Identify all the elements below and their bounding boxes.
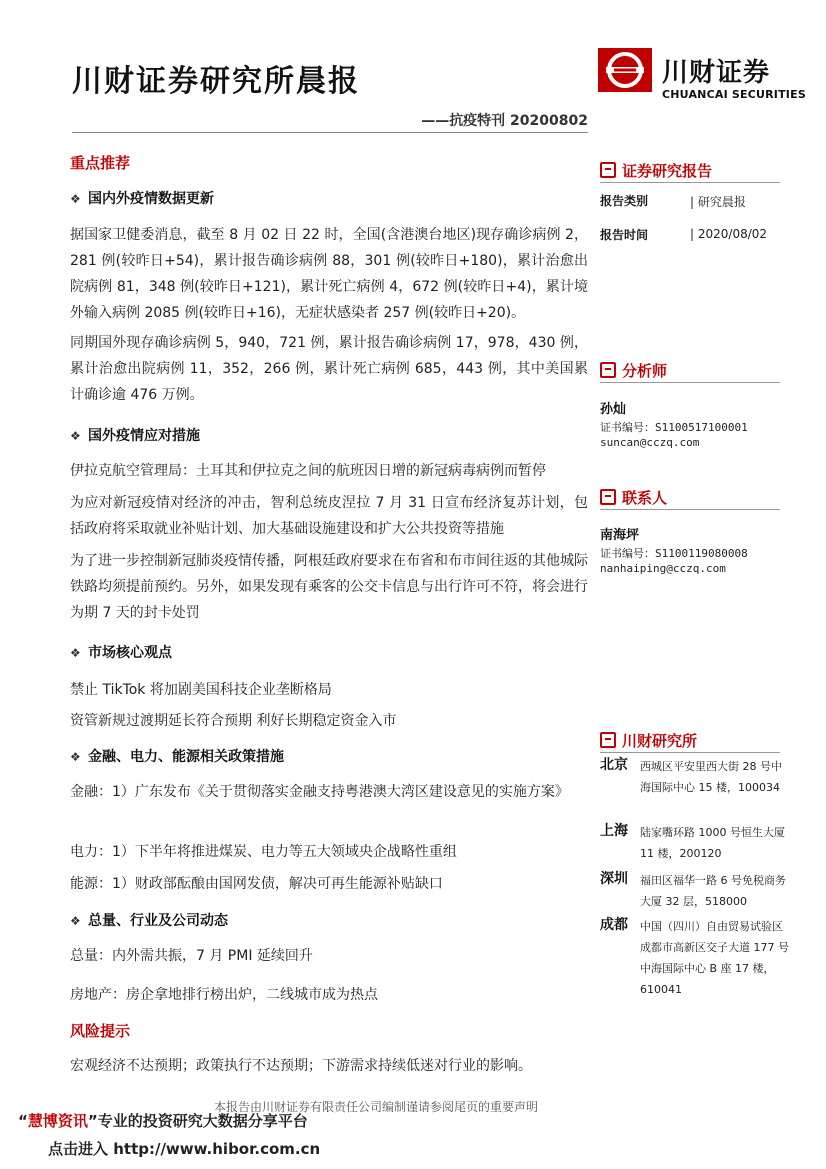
paragraph-macro: 总量：内外需共振，7 月 PMI 延续回升 (70, 948, 313, 964)
office-city-beijing: 北京 (600, 757, 628, 773)
sidebar-heading-institute: 川财研究所 (600, 730, 697, 751)
office-city-shenzhen: 深圳 (600, 871, 628, 887)
report-time-label: 报告时间 (600, 228, 649, 242)
logo-text-en: CHUANCAI SECURITIES (662, 88, 806, 101)
paragraph-power: 电力：1）下半年将推进煤炭、电力等五大领域央企战略性重组 (70, 844, 457, 860)
paragraph-real-estate: 房地产：房企拿地排行榜出炉，二线城市成为热点 (70, 987, 378, 1003)
footer-disclaimer: 本报告由川财证券有限责任公司编制谨请参阅尾页的重要声明 (214, 1100, 539, 1114)
section-heading-policy: ❖ 金融、电力、能源相关政策措施 (70, 749, 284, 765)
sidebar-heading-contact: 联系人 (600, 487, 667, 508)
diamond-bullet-icon: ❖ (70, 646, 81, 660)
sidebar-divider (600, 382, 780, 383)
paragraph-foreign-cases: 同期国外现存确诊病例 5，940，721 例，累计报告确诊病例 17，978，430 例，累计治愈出院病例 11，352，266 例，累计死亡病例 685，443 例，其中美国累计确诊逾 476 万例。 (70, 335, 588, 403)
contact-name: 南海坪 (600, 528, 640, 543)
paragraph-energy: 能源：1）财政部酝酿由国网发债，解决可再生能源补贴缺口 (70, 876, 443, 892)
report-type-label: 报告类别 (600, 194, 649, 208)
section-marker-icon (600, 732, 616, 748)
paragraph-argentina-rail: 为了进一步控制新冠肺炎疫情传播，阿根廷政府要求在布省和布市间往返的其他城际铁路均须提前预约。另外，如果发现有乘客的公交卡信息与出行许可不符，将会进行为期 7 天的封卡处罚 (70, 553, 588, 621)
sidebar-divider (600, 509, 780, 510)
office-address-chengdu: 中国（四川）自由贸易试验区成都市高新区交子大道 177 号中海国际中心 B 座 17 楼，610041 (640, 920, 789, 996)
risk-heading: 风险提示 (70, 1022, 131, 1040)
section-heading-industry-news: ❖ 总量、行业及公司动态 (70, 913, 228, 929)
watermark-brand: 慧博资讯 (27, 1112, 88, 1130)
analyst-cert: 证书编号：S1100517100001 (600, 421, 748, 434)
report-type-value: | 研究晨报 (690, 195, 746, 209)
sidebar-heading-analyst: 分析师 (600, 360, 667, 381)
report-time-value: | 2020/08/02 (690, 227, 768, 241)
paragraph-chile-plan: 为应对新冠疫情对经济的冲击，智利总统皮涅拉 7 月 31 日宣布经济复苏计划，包括政府将采取就业补贴计划、加大基础设施建设和扩大公共投资等措施 (70, 495, 588, 537)
logo-text-cn: 川财证券 (662, 58, 771, 88)
diamond-bullet-icon: ❖ (70, 914, 81, 928)
analyst-name: 孙灿 (600, 402, 627, 417)
paragraph-domestic-cases: 据国家卫健委消息，截至 8 月 02 日 22 时，全国(含港澳台地区)现存确诊病例 2，281 例(较昨日+54)，累计报告确诊病例 88，301 例(较昨日+180)，累计治愈出院病例 81，348 例(较昨日+121)，累计死亡病例 4，672 例(较昨日+4)，累计境外输入病例 2085 例(较昨日+16)，无症状感染者 257 例(较昨日+20)。 (70, 227, 588, 321)
sidebar-divider (600, 182, 780, 183)
watermark-slogan: “慧博资讯”专业的投资研究大数据分享平台 (18, 1112, 308, 1130)
section-heading-epidemic-data: ❖ 国内外疫情数据更新 (70, 191, 214, 207)
contact-email[interactable]: nanhaiping@cczq.com (600, 562, 726, 575)
diamond-bullet-icon: ❖ (70, 192, 81, 206)
paragraph-iraq-flights: 伊拉克航空管理局：土耳其和伊拉克之间的航班因日增的新冠病毒病例而暂停 (70, 463, 546, 479)
office-city-shanghai: 上海 (600, 823, 628, 839)
office-address-beijing: 西城区平安里西大街 28 号中海国际中心 15 楼，100034 (640, 760, 782, 794)
paragraph-asset-management: 资管新规过渡期延长符合预期 利好长期稳定资金入市 (70, 713, 397, 729)
watermark-link[interactable]: 点击进入 http://www.hibor.com.cn (48, 1140, 321, 1158)
paragraph-risk: 宏观经济不达预期；政策执行不达预期；下游需求持续低迷对行业的影响。 (70, 1058, 532, 1074)
office-address-shenzhen: 福田区福华一路 6 号免税商务大厦 32 层，518000 (640, 874, 786, 908)
section-heading-market-views: ❖ 市场核心观点 (70, 645, 172, 661)
sidebar-divider (600, 752, 780, 753)
sidebar-heading-report: 证券研究报告 (600, 160, 712, 181)
office-address-shanghai: 陆家嘴环路 1000 号恒生大厦 11 楼，200120 (640, 826, 785, 860)
paragraph-finance: 金融：1）广东发布《关于贯彻落实金融支持粤港澳大湾区建设意见的实施方案》 (70, 784, 569, 800)
section-marker-icon (600, 362, 616, 378)
report-title: 川财证券研究所晨报 (72, 64, 360, 99)
section-heading-foreign-measures: ❖ 国外疫情应对措施 (70, 428, 200, 444)
report-subtitle: ——抗疫特刊 20200802 (421, 113, 588, 129)
paragraph-tiktok: 禁止 TikTok 将加剧美国科技企业垄断格局 (70, 682, 332, 698)
title-divider (72, 132, 588, 133)
diamond-bullet-icon: ❖ (70, 429, 81, 443)
section-marker-icon (600, 162, 616, 178)
office-city-chengdu: 成都 (600, 917, 628, 933)
key-recommendation-heading: 重点推荐 (70, 154, 131, 172)
chuancai-logo-icon (598, 48, 652, 92)
contact-cert: 证书编号：S1100119080008 (600, 547, 748, 560)
analyst-email[interactable]: suncan@cczq.com (600, 436, 700, 449)
diamond-bullet-icon: ❖ (70, 750, 81, 764)
section-marker-icon (600, 489, 616, 505)
